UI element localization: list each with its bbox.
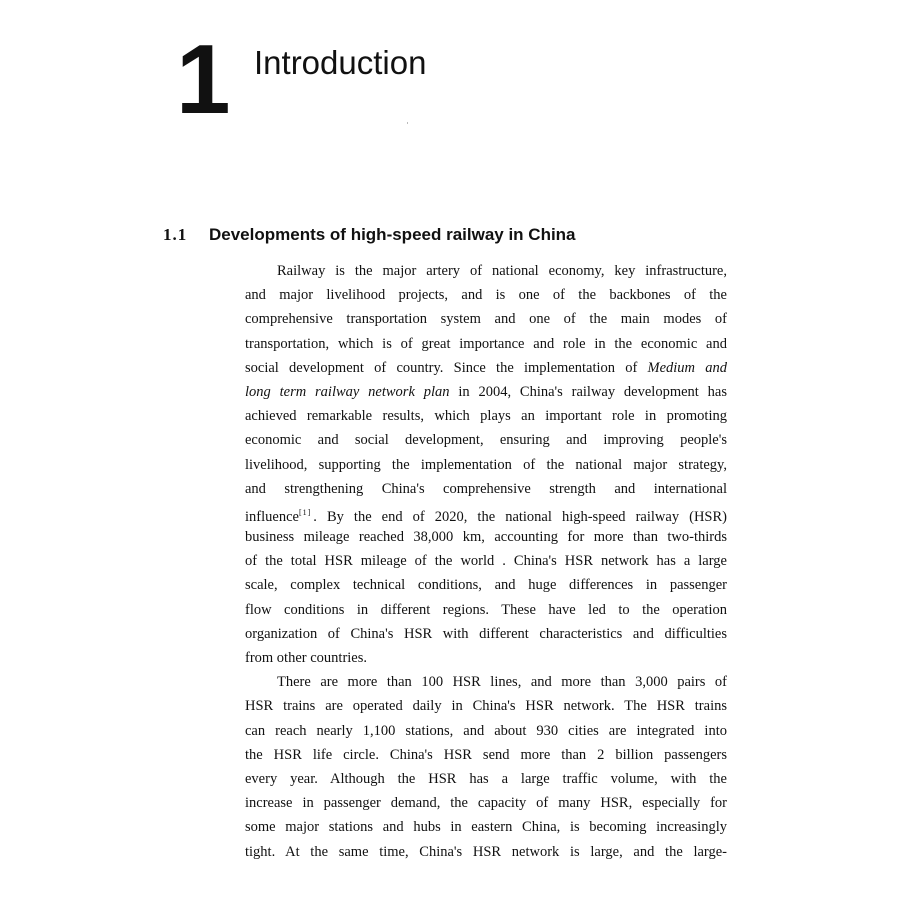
text-line: and strengthening China's comprehensive strength and international [245, 480, 727, 497]
text-line: comprehensive transportation system and one of the main modes of [245, 311, 727, 328]
text-line: of the total HSR mileage of the world . China's HSR network has a large [245, 553, 727, 570]
chapter-number: 1 [176, 24, 229, 134]
paragraph-2 [245, 670, 727, 864]
text-line: organization of China's HSR with different characteristics and difficulties [245, 625, 727, 642]
section-heading [163, 224, 576, 246]
text-line [245, 356, 727, 380]
text-line: and major livelihood projects, and is one of the backbones of the [245, 287, 727, 304]
section-title: Developments of high-speed railway in China [209, 225, 576, 244]
text-line: HSR trains are operated daily in China's HSR network. The HSR trains [245, 698, 727, 715]
text-line: business mileage reached 38,000 km, accounting for more than two-thirds [245, 529, 727, 546]
text-line: from other countries. [245, 650, 368, 666]
text-line: Railway is the major artery of national economy, key infrastructure, [277, 263, 727, 279]
chapter-title: Introduction [254, 44, 427, 81]
text-line: increase in passenger demand, the capacity of many HSR, especially for [245, 795, 727, 812]
text-line: can reach nearly 1,100 stations, and about 930 cities are integrated into [245, 722, 727, 739]
text-line: transportation, which is of great importance and role in the economic and [245, 335, 727, 352]
text-line: scale, complex technical conditions, and huge differences in passenger [245, 577, 727, 594]
body-text [245, 259, 727, 864]
text-line: tight. At the same time, China's HSR network is large, and the large- [245, 843, 727, 860]
paragraph-1 [245, 259, 727, 670]
text-fragment: in 2004, China's railway development has [449, 383, 727, 400]
scan-speck [407, 122, 408, 124]
text-line: every year. Although the HSR has a large traffic volume, with the [245, 770, 727, 787]
text-line: the HSR life circle. China's HSR send more than 2 billion passengers [245, 746, 727, 763]
section-number: 1.1 [163, 225, 188, 244]
text-line: There are more than 100 HSR lines, and more than 3,000 pairs of [277, 674, 727, 691]
text-fragment: social development of country. Since the implementation of [245, 359, 648, 376]
text-line: economic and social development, ensuring and improving people's [245, 432, 727, 449]
text-line: livelihood, supporting the implementation of the national major strategy, [245, 456, 727, 473]
text-fragment: influence [245, 508, 299, 525]
text-line: some major stations and hubs in eastern China, is becoming increasingly [245, 819, 727, 836]
plan-title-italic: Medium and [647, 359, 727, 376]
plan-title-italic: long term railway network plan [245, 383, 450, 400]
citation-reference: [1] [298, 507, 312, 517]
text-line [245, 380, 727, 404]
text-fragment: . By the end of 2020, the national high-speed railway (HSR) [313, 508, 727, 525]
text-line: flow conditions in different regions. These have led to the operation [245, 601, 727, 618]
text-line: achieved remarkable results, which plays an important role in promoting [245, 408, 727, 425]
text-line [245, 501, 727, 525]
